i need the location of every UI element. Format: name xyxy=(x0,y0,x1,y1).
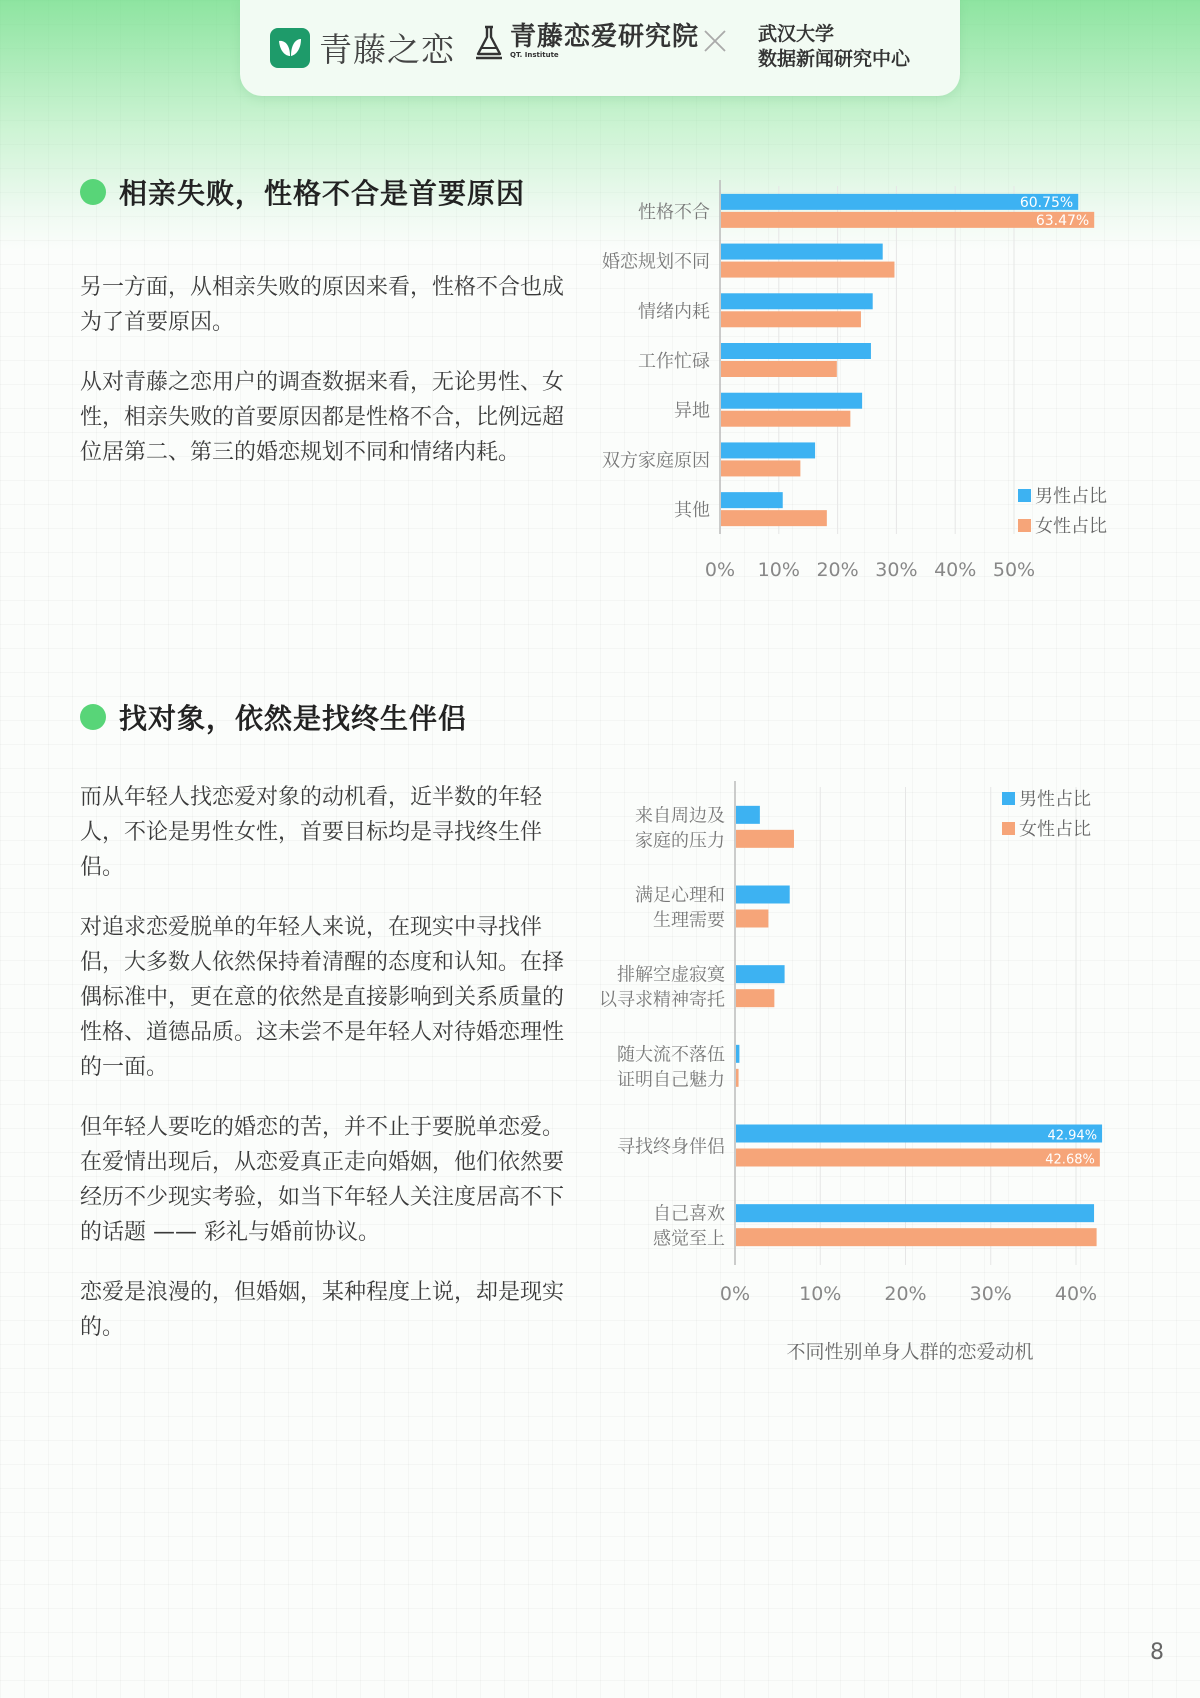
bar-female xyxy=(736,1069,739,1087)
category-label: 异地 xyxy=(674,400,710,422)
institute-logo xyxy=(474,24,699,60)
failure-reasons-chart xyxy=(580,180,1140,604)
bar-male xyxy=(721,492,783,508)
legend-swatch xyxy=(1018,519,1031,532)
data-label: 60.75% xyxy=(1019,194,1074,211)
bar-female xyxy=(736,989,774,1007)
legend-label: 男性占比 xyxy=(1035,486,1107,507)
section1-heading xyxy=(80,172,525,212)
institute-name: 青藤恋爱研究院 xyxy=(510,22,700,52)
category-label: 来自周边及 xyxy=(635,805,725,827)
partner-line1: 武汉大学 xyxy=(758,23,835,45)
bar-female xyxy=(721,262,894,278)
leaf-icon xyxy=(270,28,310,68)
x-tick-label: 30% xyxy=(969,1283,1012,1305)
category-label: 随大流不落伍 xyxy=(617,1044,725,1066)
category-label: 自己喜欢 xyxy=(653,1203,725,1225)
brand-name: 青藤之恋 xyxy=(319,30,455,69)
section2-heading xyxy=(80,697,467,737)
bar-male xyxy=(721,293,873,309)
cross-icon xyxy=(702,28,728,54)
section2-paragraph: 恋爱是浪漫的，但婚姻，某种程度上说，却是现实的。 xyxy=(80,1280,565,1340)
section2-title: 找对象，依然是找终生伴侣 xyxy=(119,702,468,735)
x-tick-label: 10% xyxy=(799,1283,842,1305)
category-label: 双方家庭原因 xyxy=(602,450,710,472)
section1-paragraph: 从对青藤之恋用户的调查数据来看，无论男性、女性，相亲失败的首要原因都是性格不合，比例远超位居第二、第三的婚恋规划不同和情绪内耗。 xyxy=(80,370,565,465)
category-label: 排解空虚寂寞 xyxy=(617,964,725,986)
page-number: 8 xyxy=(1150,1640,1164,1665)
x-tick-label: 30% xyxy=(875,559,918,581)
data-label: 42.68% xyxy=(1045,1152,1095,1168)
bar-male xyxy=(736,806,760,824)
bar-male xyxy=(736,1045,739,1063)
section2-paragraph: 对追求恋爱脱单的年轻人来说，在现实中寻找伴侣，大多数人依然保持着清醒的态度和认知。在择偶标准中，更在意的依然是直接影响到关系质量的性格、道德品质。这未尝不是年轻人对待婚恋理性的一面。 xyxy=(80,915,565,1080)
chart-title: 不同性别单身人群的恋爱动机 xyxy=(786,1341,1034,1363)
legend-swatch xyxy=(1018,489,1031,502)
bar-male xyxy=(721,244,883,260)
bar-female xyxy=(736,1228,1097,1246)
legend-swatch xyxy=(1002,792,1015,805)
data-label: 63.47% xyxy=(1035,212,1090,229)
institute-sub: QT. Institute xyxy=(510,51,559,59)
category-label: 其他 xyxy=(674,500,710,522)
category-label: 性格不合 xyxy=(638,201,710,223)
dating-motivation-chart xyxy=(580,780,1140,1384)
category-label: 感觉至上 xyxy=(653,1228,725,1250)
bar-female xyxy=(736,910,768,928)
legend-swatch xyxy=(1002,822,1015,835)
section1-title: 相亲失败，性格不合是首要原因 xyxy=(119,177,526,210)
x-tick-label: 40% xyxy=(934,559,977,581)
flask-icon xyxy=(474,24,504,60)
qingteng-logo xyxy=(270,24,455,71)
category-label: 婚恋规划不同 xyxy=(602,251,710,273)
category-label: 生理需要 xyxy=(653,910,725,931)
legend-label: 女性占比 xyxy=(1035,516,1107,537)
section1-body xyxy=(80,270,570,495)
bar-female xyxy=(721,411,850,427)
category-label: 证明自己魅力 xyxy=(617,1069,725,1091)
bullet-dot xyxy=(80,704,106,730)
header-logo-bar xyxy=(240,0,960,96)
x-tick-label: 0% xyxy=(704,559,736,581)
x-tick-label: 20% xyxy=(884,1283,927,1305)
legend-label: 男性占比 xyxy=(1019,789,1091,810)
bar-female xyxy=(721,510,827,526)
x-tick-label: 50% xyxy=(992,559,1036,581)
category-label: 寻找终身伴侣 xyxy=(617,1136,725,1158)
legend-label: 女性占比 xyxy=(1019,819,1091,840)
partner-logo xyxy=(758,22,910,72)
section2-body xyxy=(80,780,570,1370)
bar-female xyxy=(721,460,800,476)
bar-female xyxy=(736,830,794,848)
bar-male xyxy=(736,1204,1094,1222)
category-label: 工作忙碌 xyxy=(638,351,710,372)
category-label: 满足心理和 xyxy=(635,885,725,906)
data-label: 42.94% xyxy=(1047,1128,1098,1144)
bar-male xyxy=(721,442,815,458)
bar-male xyxy=(721,393,862,409)
category-label: 家庭的压力 xyxy=(635,830,725,852)
section1-paragraph: 另一方面，从相亲失败的原因来看，性格不合也成为了首要原因。 xyxy=(80,275,565,335)
bar-male xyxy=(736,965,785,983)
x-tick-label: 40% xyxy=(1054,1283,1098,1305)
category-label: 以寻求精神寄托 xyxy=(599,989,725,1011)
bullet-dot xyxy=(80,179,106,205)
bar-female xyxy=(721,311,861,327)
x-tick-label: 10% xyxy=(757,559,800,581)
x-tick-label: 20% xyxy=(816,559,859,581)
section2-paragraph: 而从年轻人找恋爱对象的动机看，近半数的年轻人，不论是男性女性，首要目标均是寻找终生伴侣。 xyxy=(80,785,543,880)
category-label: 情绪内耗 xyxy=(638,301,710,323)
partner-line2: 数据新闻研究中心 xyxy=(758,48,911,70)
bar-male xyxy=(736,886,790,904)
bar-male xyxy=(721,343,871,359)
bar-female xyxy=(721,361,837,377)
section2-paragraph: 但年轻人要吃的婚恋的苦，并不止于要脱单恋爱。在爱情出现后，从恋爱真正走向婚姻，他们依然要经历不少现实考验，如当下年轻人关注度居高不下的话题 —— 彩礼与婚前协议。 xyxy=(80,1115,565,1245)
x-tick-label: 0% xyxy=(719,1283,751,1305)
